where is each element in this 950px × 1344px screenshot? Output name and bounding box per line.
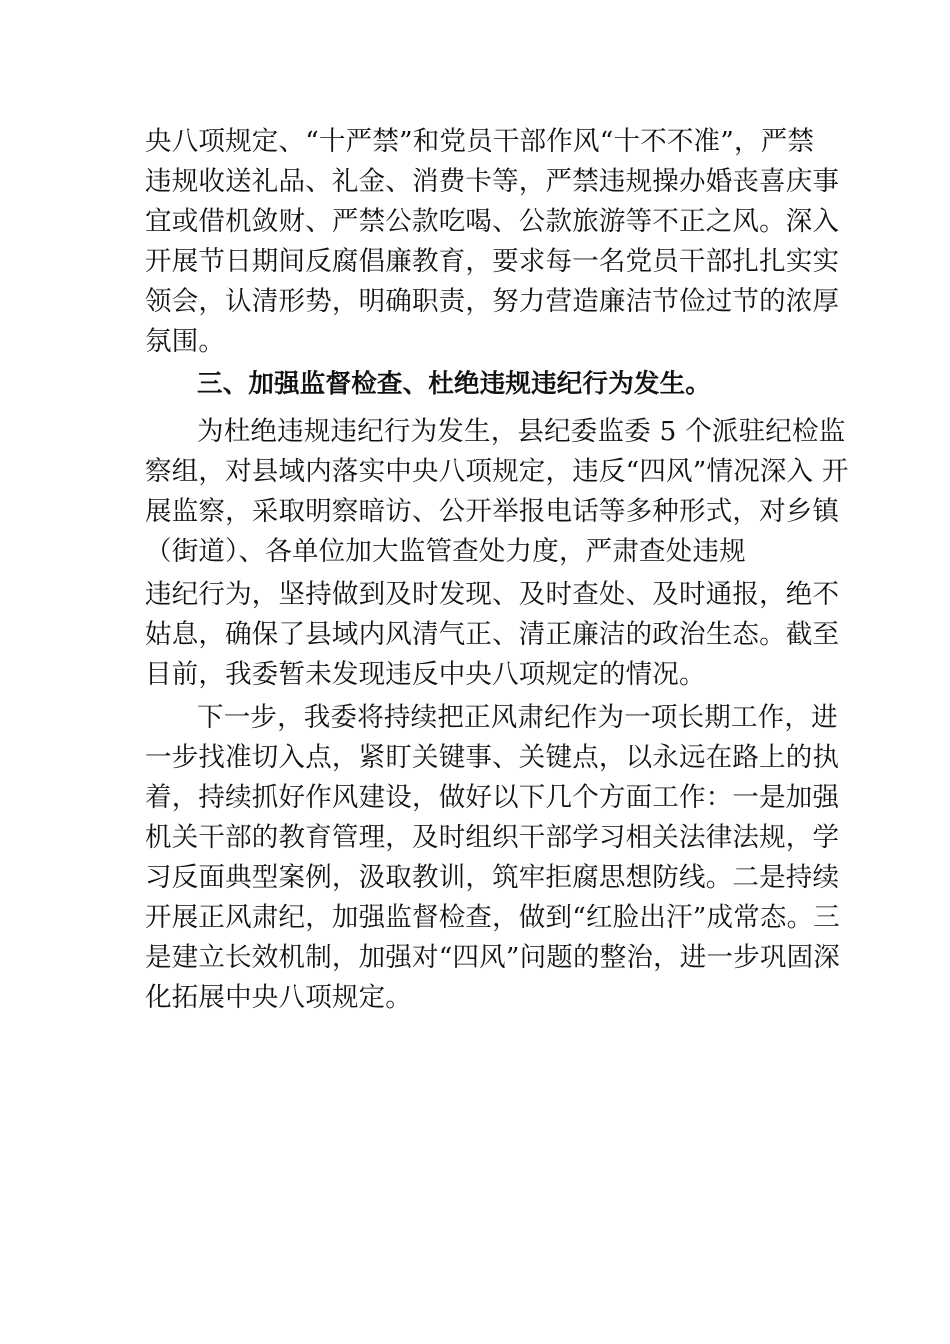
paragraph-3-line-1: 下一步，我委将持续把正风肃纪作为一项长期工作，进 (197, 702, 838, 733)
paragraph-2-line-2: 察组，对县域内落实中央八项规定，违反“四风”情况深入 开 (145, 456, 849, 487)
paragraph-1-line-5: 领会，认清形势，明确职责，努力营造廉洁节俭过节的浓厚 (145, 286, 840, 317)
paragraph-2-line-4: （街道）、各单位加大监管查处力度，严肃查处违规 (145, 536, 746, 567)
paragraph-1-line-6: 氛围。 (145, 326, 226, 357)
paragraph-1-line-1: 央八项规定、“十严禁”和党员干部作风“十不不准”，严禁 (145, 126, 815, 157)
paragraph-2-line-6: 姑息，确保了县域内风清气正、清正廉洁的政治生态。截至 (145, 619, 840, 650)
paragraph-1-line-4: 开展节日期间反腐倡廉教育，要求每一名党员干部扎扎实实 (145, 246, 840, 277)
paragraph-2-line-5: 违纪行为，坚持做到及时发现、及时查处、及时通报，绝不 (145, 579, 840, 610)
paragraph-3-line-2: 一步找准切入点，紧盯关键事、关键点，以永远在路上的执 (145, 742, 840, 773)
paragraph-1-line-3: 宜或借机敛财、严禁公款吃喝、公款旅游等不正之风。深入 (145, 206, 840, 237)
paragraph-2-line-7: 目前，我委暂未发现违反中央八项规定的情况。 (145, 659, 706, 690)
paragraph-3-line-3: 着，持续抓好作风建设，做好以下几个方面工作：一是加强 (145, 782, 840, 813)
paragraph-3-line-6: 开展正风肃纪，加强监督检查，做到“红脸出汗”成常态。三 (145, 902, 840, 933)
paragraph-3-line-5: 习反面典型案例，汲取教训，筑牢拒腐思想防线。二是持续 (145, 862, 840, 893)
paragraph-1-line-2: 违规收送礼品、礼金、消费卡等，严禁违规操办婚丧喜庆事 (145, 166, 840, 197)
paragraph-3-line-8: 化拓展中央八项规定。 (145, 982, 412, 1013)
paragraph-3-line-4: 机关干部的教育管理，及时组织干部学习相关法律法规，学 (145, 822, 840, 853)
paragraph-3-line-7: 是建立长效机制，加强对“四风”问题的整治，进一步巩固深 (145, 942, 840, 973)
paragraph-2-line-1: 为杜绝违规违纪行为发生，县纪委监委 5 个派驻纪检监 (197, 416, 846, 447)
paragraph-2-line-3: 展监察，采取明察暗访、公开举报电话等多种形式，对乡镇 (145, 496, 840, 527)
section-heading-3: 三、加强监督检查、杜绝违规违纪行为发生。 (197, 369, 712, 399)
